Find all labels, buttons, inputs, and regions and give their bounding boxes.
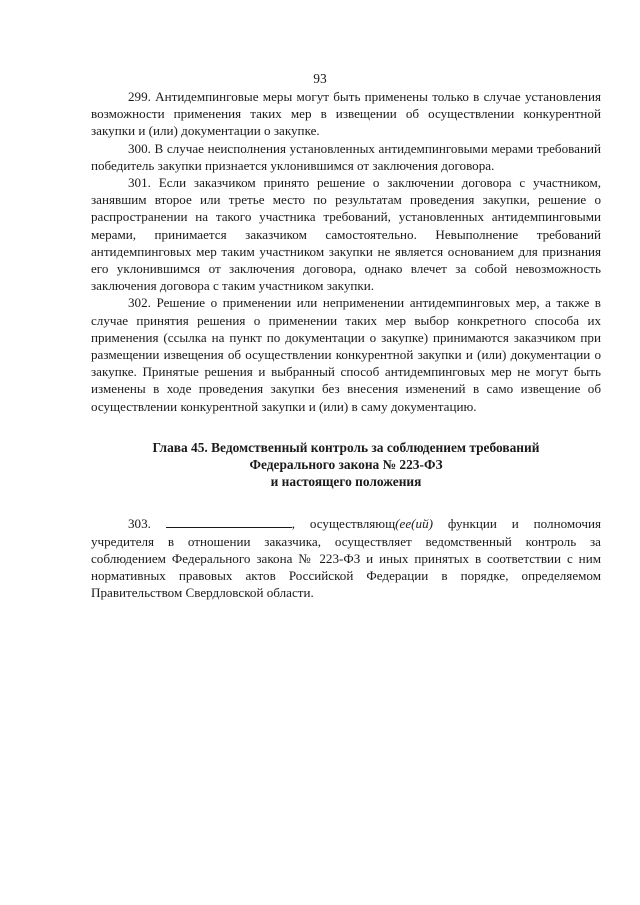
chapter-heading-line-3: и настоящего положения bbox=[270, 474, 422, 490]
paragraph-299: 299. Антидемпинговые меры могут быть применены только в случае установления возможности применения таких мер в извещении об осуществлении конкурентной закупки и (или) документации о закупке. bbox=[91, 89, 601, 139]
chapter-heading-line-1: Глава 45. Ведомственный контроль за соблюдением требований bbox=[152, 439, 540, 455]
paragraph-303-italic: (ее(ий) bbox=[395, 516, 433, 532]
page-number: 93 bbox=[313, 71, 327, 86]
paragraph-301: 301. Если заказчиком принято решение о заключении договора с участником, занявшим второе или третье место по результатам проведения закупки, решение о распространении на такого участника требований, установленных антидемпинговыми мерами, принимается заказчиком самостоятельно. Невыполнение требований антидемпинговых мер таким участником закупки не является основанием для признания его уклонившимся от заключения договора, однако влечет за собой невозможность заключения договора с таким участником закупки. bbox=[91, 175, 601, 294]
document-body bbox=[91, 88, 601, 601]
paragraph-303-rest: функции и полномочия учредителя в отношении заказчика, осуществляет ведомственный контроль за соблюдением Федерального закона № 223-ФЗ и иных принятых в соответствии с ним нормативных правовых актов Российской Федерации в порядке, определяемом Правительством Свердловской области. bbox=[91, 516, 601, 601]
chapter-heading-line-2: Федерального закона № 223-ФЗ bbox=[249, 457, 443, 473]
paragraph-303-number: 303. bbox=[128, 516, 151, 532]
paragraph-303 bbox=[91, 515, 601, 601]
chapter-heading bbox=[91, 439, 601, 491]
paragraph-300: 300. В случае неисполнения установленных антидемпинговыми мерами требований победитель закупки признается уклонившимся от заключения договора. bbox=[91, 140, 601, 173]
paragraph-302: 302. Решение о применении или неприменении антидемпинговых мер, а также в случае принятия решения о применении таких мер выбор конкретного способа их применения (ссылка на пункт по документации о закупке) принимаются заказчиком при размещении извещения об осуществлении конкурентной закупки и (или) документации о закупке. Принятые решения и выбранный способ антидемпинговых мер не могут быть изменены в ходе проведения закупки без внесения изменений в само извещение об осуществлении конкурентной закупки и (или) в саму документацию. bbox=[91, 295, 601, 414]
fill-in-blank bbox=[166, 516, 292, 528]
paragraph-303-after-blank: , осуществляющ bbox=[291, 516, 396, 532]
